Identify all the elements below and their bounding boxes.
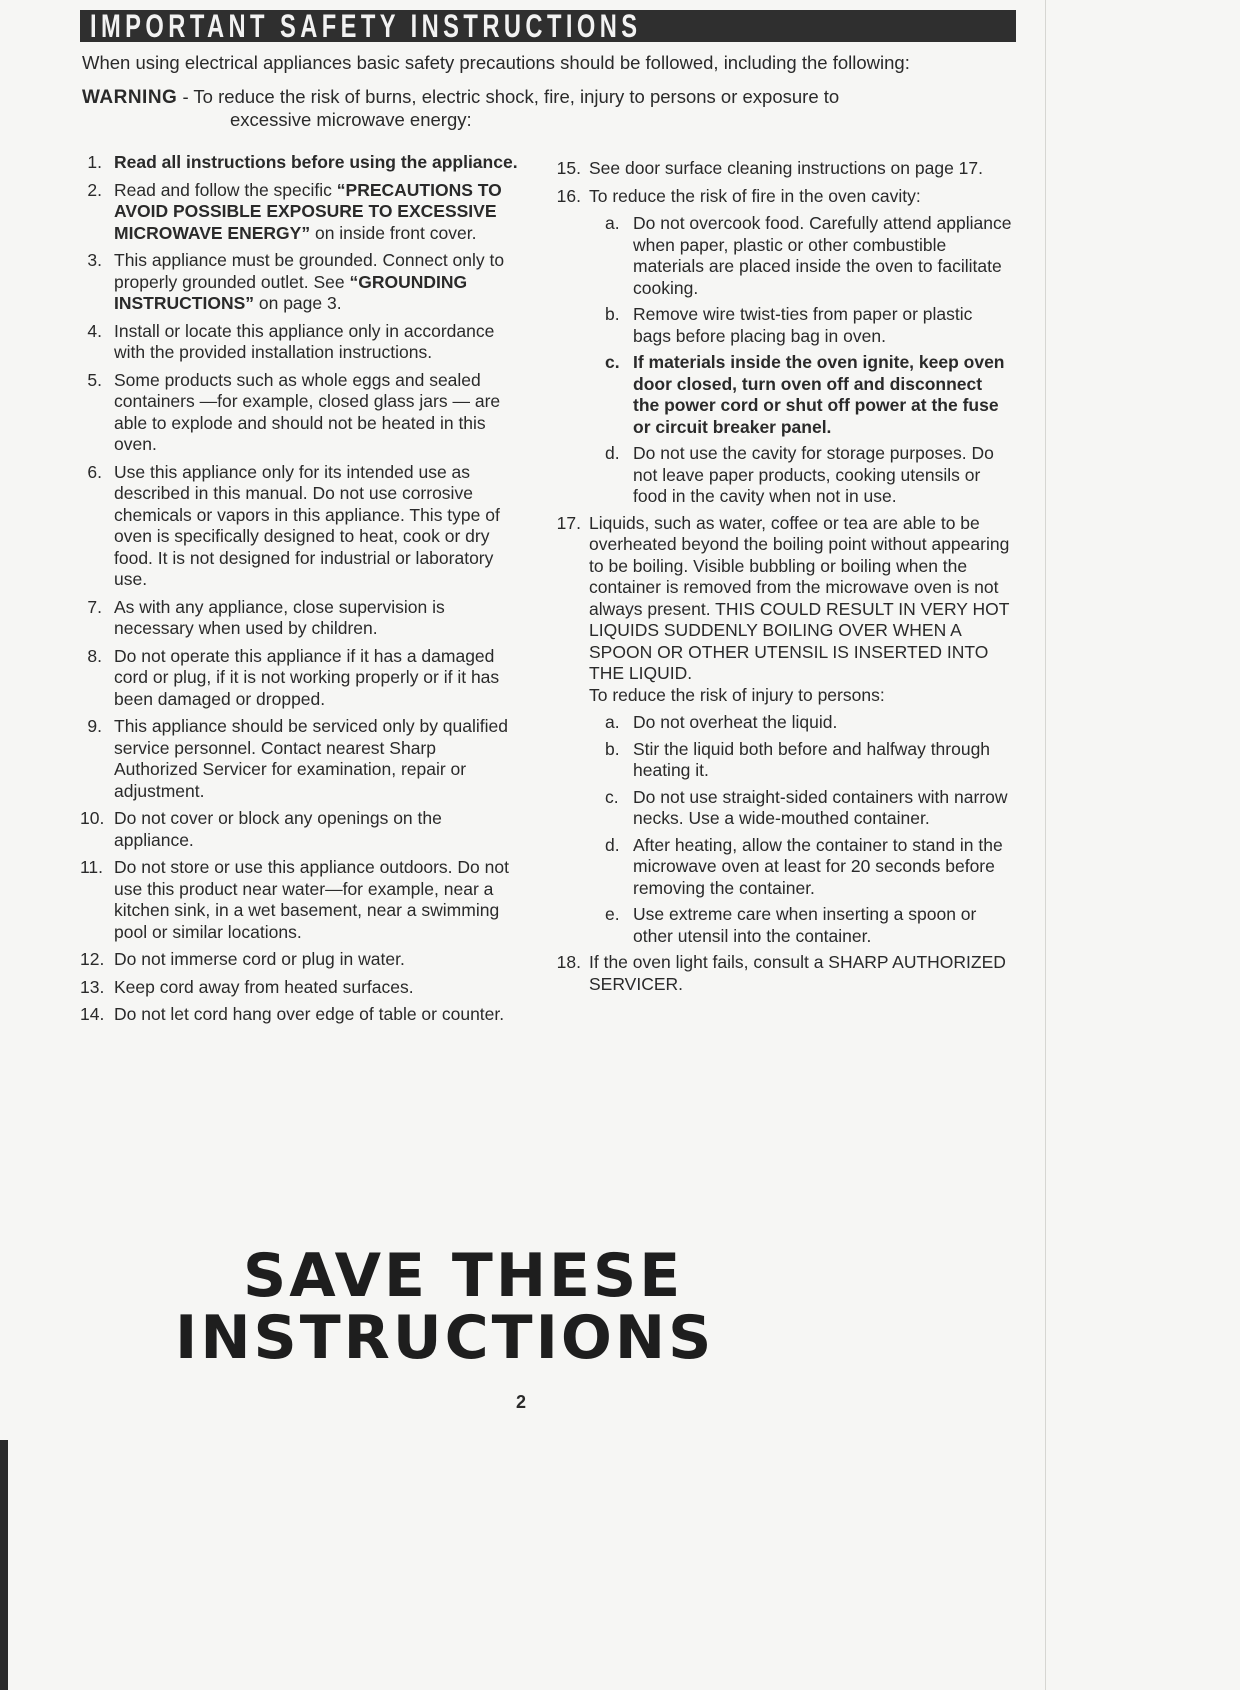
list-item: 8. Do not operate this appliance if it has a damaged cord or plug, if it is not working properly or if it has been damaged or dropped. (87, 645, 500, 709)
save-instructions-heading: SAVE THESE INSTRUCTIONS (175, 1241, 715, 1373)
right-column (555, 158, 1013, 1001)
list-item: 4. Install or locate this appliance only in accordance with the provided installation instructions. (87, 320, 495, 362)
sub-item: a. Do not overcook food. Carefully attend appliance when paper, plastic or other combustible materials are placed inside the oven to facilitate cooking. (605, 213, 1012, 298)
list-item: 18. If the oven light fails, consult a SHARP AUTHORIZED SERVICER. (556, 952, 1006, 994)
list-item: 14. Do not let cord hang over edge of table or counter. (80, 1004, 505, 1024)
list-item: 3. This appliance must be grounded. Connect only to properly grounded outlet. See “GROUNDING INSTRUCTIONS” on page 3. (87, 250, 505, 313)
sub-item: d. After heating, allow the container to stand in the microwave oven at least for 20 seconds before removing the container. (605, 834, 1003, 898)
sub-item: b. Remove wire twist-ties from paper or plastic bags before placing bag in oven. (605, 304, 973, 346)
page-title: IMPORTANT SAFETY INSTRUCTIONS (90, 10, 642, 42)
sub-item: c. Do not use straight-sided containers with narrow necks. Use a wide-mouthed container. (605, 786, 1008, 828)
list-item: 1. Read all instructions before using the appliance. (87, 152, 518, 172)
sub-item: c. If materials inside the oven ignite, keep oven door closed, turn oven off and disconnect the power cord or shut off power at the fuse or circuit breaker panel. (605, 352, 1005, 437)
list-item: 13. Keep cord away from heated surfaces. (80, 976, 414, 997)
list-item: 12. Do not immerse cord or plug in water. (80, 949, 405, 969)
warning-text: - To reduce the risk of burns, electric shock, fire, injury to persons or exposure to (177, 86, 840, 107)
sub-item: a. Do not overheat the liquid. (605, 712, 838, 732)
list-item: 10. Do not cover or block any openings on the appliance. (80, 808, 442, 850)
header-bar (80, 10, 1016, 42)
list-item: 7. As with any appliance, close supervision is necessary when used by children. (87, 596, 445, 638)
intro-text: When using electrical appliances basic safety precautions should be followed, including the following: (82, 52, 910, 73)
list-item: 11. Do not store or use this appliance outdoors. Do not use this product near water—for example, near a kitchen sink, in a wet basement, near a swimming pool or similar locations. (80, 857, 509, 942)
left-column (80, 152, 520, 1032)
list-item: 16. To reduce the risk of fire in the oven cavity: (556, 185, 921, 206)
list-item: 2. Read and follow the specific “PRECAUTIONS TO AVOID POSSIBLE EXPOSURE TO EXCESSIVE MICROWAVE ENERGY” on inside front cover. (87, 179, 502, 243)
list-item: 17. Liquids, such as water, coffee or tea are able to be overheated beyond the boiling point without appearing to be boiling. Visible bubbling or boiling when the container is removed from the microwave oven is not always present. THIS COULD RESULT IN VERY HOT LIQUIDS SUDDENLY BOILING OVER WHEN A SPOON OR OTHER UTENSIL IS INSERTED INTO THE LIQUID. To reduce the risk of injury to persons: (556, 512, 1010, 705)
page-edge (1045, 0, 1046, 1690)
list-item: 9. This appliance should be serviced only by qualified service personnel. Contact nearest Sharp Authorized Servicer for examination, repair or adjustment. (87, 716, 508, 801)
list-item: 6. Use this appliance only for its intended use as described in this manual. Do not use corrosive chemicals or vapors in this appliance. This type of oven is specifically designed to heat, cook or dry food. It is not designed for industrial or laboratory use. (87, 461, 500, 589)
warning-label: WARNING (82, 87, 178, 108)
list-item: 15. See door surface cleaning instructions on page 17. (556, 158, 984, 178)
list-item: 5. Some products such as whole eggs and sealed containers —for example, closed glass jars — are able to explode and should not be heated in this oven. (87, 369, 501, 454)
binding-shadow (0, 1440, 8, 1690)
warning-text-cont: excessive microwave energy: (230, 109, 472, 130)
warning-block (82, 86, 1018, 131)
sub-item: e. Use extreme care when inserting a spoon or other utensil into the container. (605, 904, 977, 946)
sub-item: d. Do not use the cavity for storage purposes. Do not leave paper products, cooking utensils or food in the cavity when not in use. (605, 443, 994, 506)
page-number: 2 (516, 1392, 527, 1412)
sub-item: b. Stir the liquid both before and halfway through heating it. (605, 738, 991, 780)
